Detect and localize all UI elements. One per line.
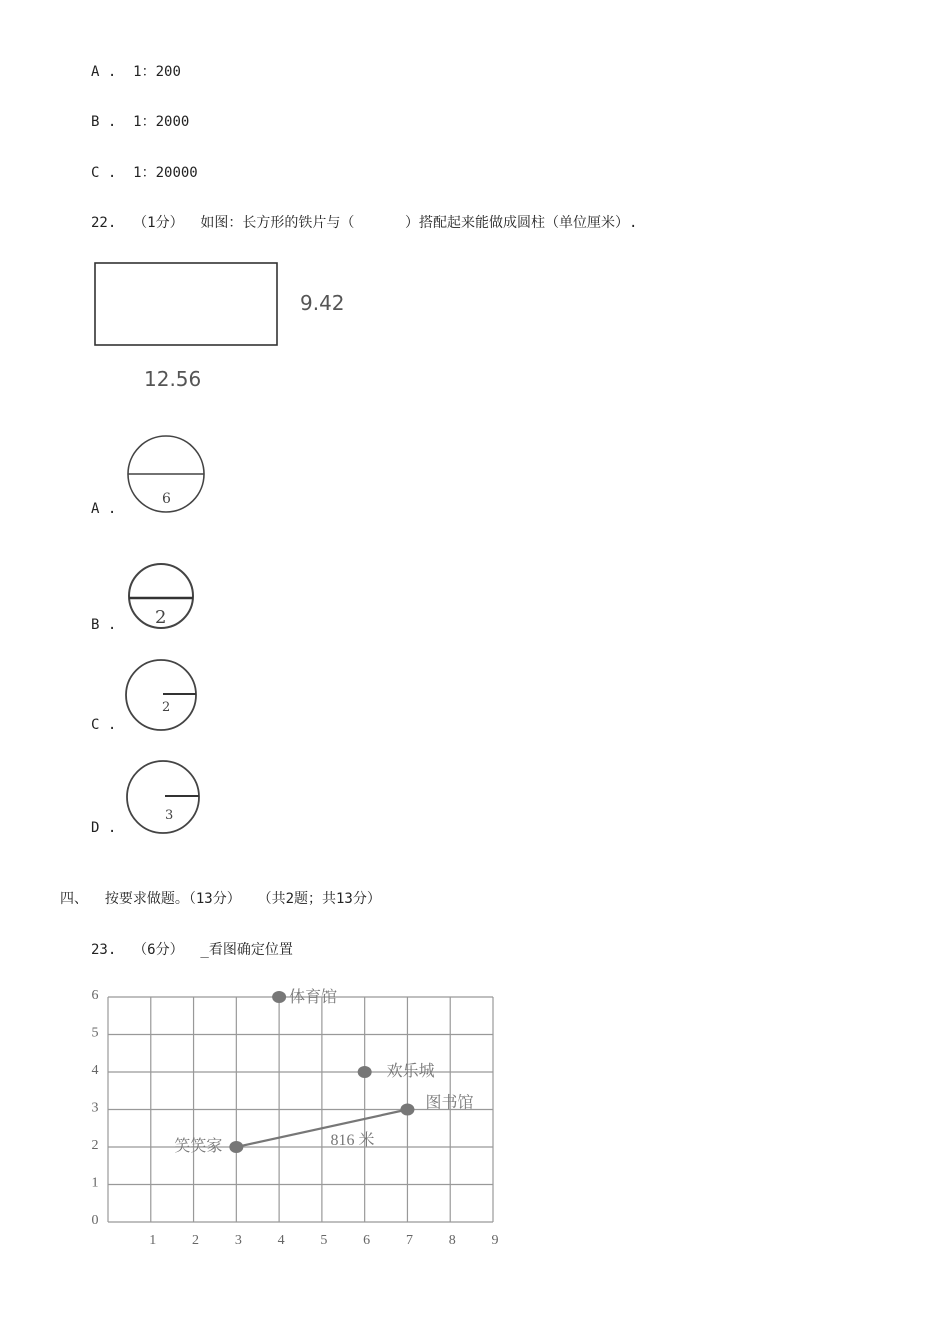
- x-tick-label: 2: [192, 1233, 200, 1248]
- location-label: 笑笑家: [174, 1138, 223, 1155]
- option-c-value: 2: [162, 700, 171, 715]
- y-tick-label: 0: [91, 1213, 99, 1228]
- option-label: A .: [91, 64, 117, 80]
- y-tick-label: 3: [91, 1100, 99, 1116]
- y-tick-label: 5: [91, 1025, 99, 1041]
- option-b-value: 2: [155, 607, 167, 628]
- q23-header: 23. （6分） _看图确定位置: [91, 942, 293, 958]
- option-label: B .: [91, 114, 117, 130]
- y-tick-label: 6: [91, 988, 99, 1003]
- option-d-value: 3: [165, 808, 174, 823]
- rect-width-label: 12.56: [144, 367, 202, 391]
- y-tick-label: 2: [91, 1138, 99, 1153]
- location-point: [272, 991, 286, 1003]
- location-point: [400, 1104, 414, 1116]
- option-text: 1：2000: [133, 114, 190, 130]
- tick-labels: [92, 988, 499, 1248]
- q22-header: 22. （1分） 如图：长方形的铁片与（ ）搭配起来能做成圆柱（单位厘米）.: [91, 215, 638, 231]
- location-label: 体育馆: [289, 989, 338, 1006]
- x-tick-label: 7: [405, 1233, 413, 1248]
- x-tick-label: 4: [277, 1233, 285, 1248]
- location-point: [229, 1141, 243, 1153]
- rect-height-label: 9.42: [300, 291, 345, 315]
- y-tick-label: 1: [91, 1175, 99, 1191]
- q22-option-c-label[interactable]: C .: [91, 717, 117, 733]
- x-tick-label: 6: [363, 1233, 371, 1248]
- location-point: [358, 1066, 372, 1078]
- option-label: C .: [91, 165, 117, 181]
- distance-label: 816 米: [330, 1132, 375, 1149]
- q22-option-d-label[interactable]: D .: [91, 820, 117, 836]
- q22-option-a-label[interactable]: A .: [91, 501, 117, 517]
- option-text: 1：20000: [133, 165, 198, 181]
- x-tick-label: 5: [320, 1233, 328, 1248]
- y-tick-label: 4: [91, 1063, 99, 1078]
- location-label: 欢乐城: [386, 1063, 435, 1080]
- x-tick-label: 9: [491, 1233, 499, 1248]
- section-4-header: 四、 按要求做题。（13分） （共2题；共13分）: [60, 891, 381, 907]
- location-label: 图书馆: [425, 1094, 474, 1112]
- option-a-value: 6: [162, 491, 171, 507]
- x-tick-label: 3: [234, 1233, 242, 1248]
- x-tick-label: 1: [149, 1233, 157, 1248]
- x-tick-label: 8: [448, 1233, 456, 1248]
- option-text: 1：200: [133, 64, 181, 80]
- q22-option-b-label[interactable]: B .: [91, 617, 117, 633]
